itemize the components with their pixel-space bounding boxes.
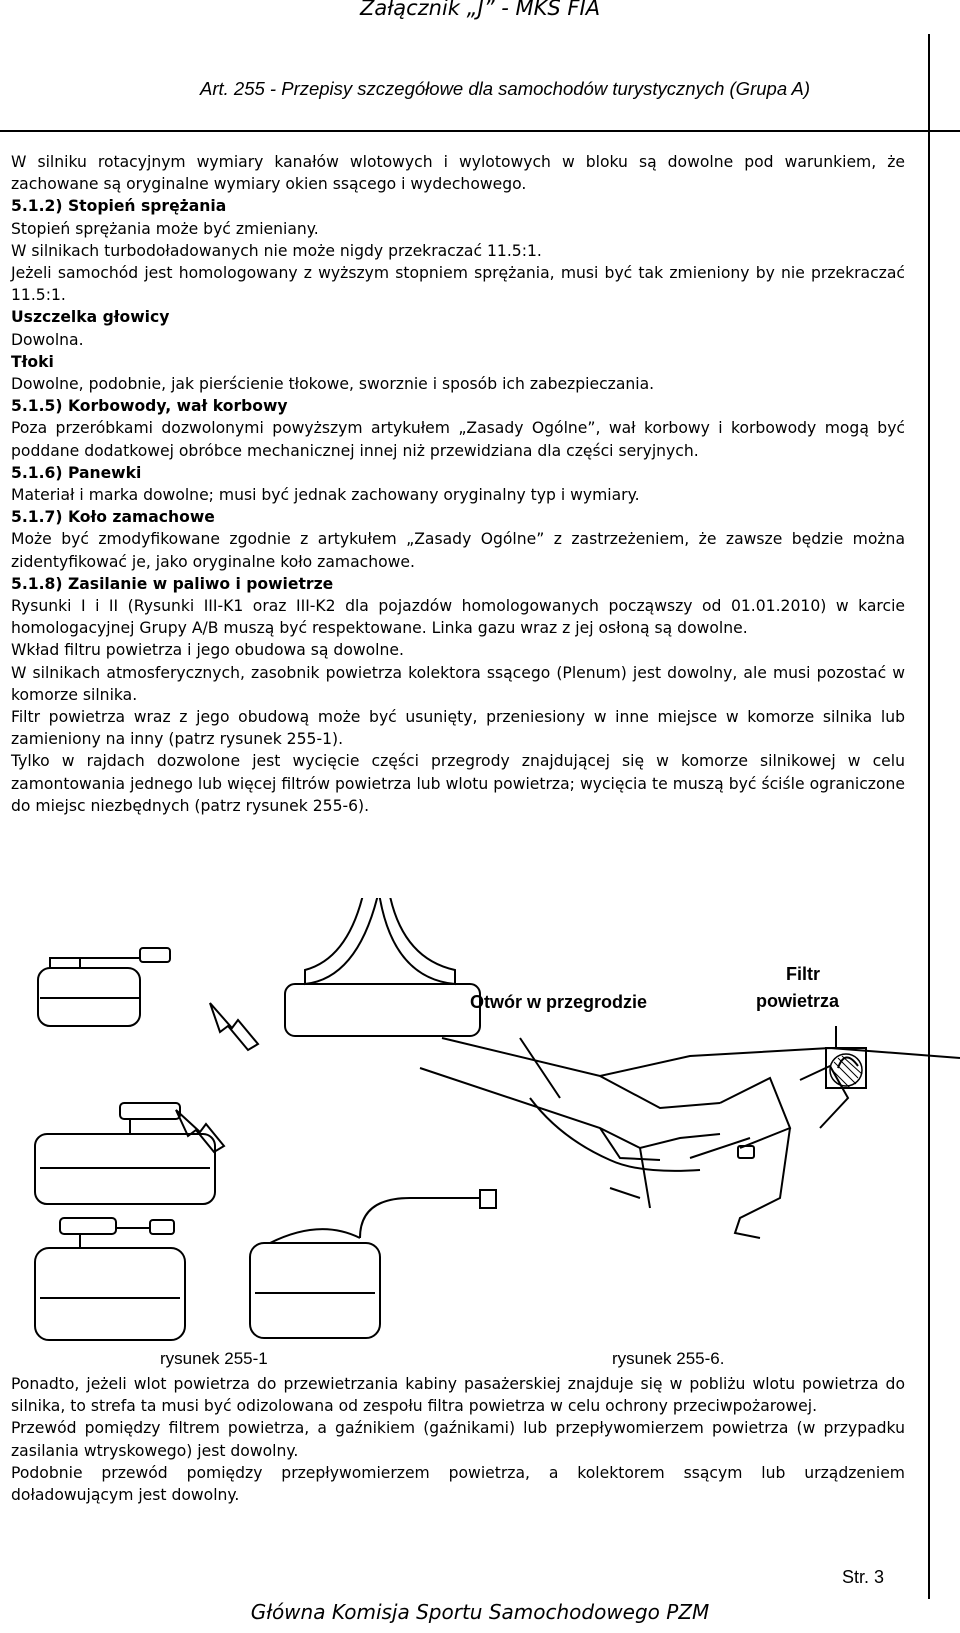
paragraph: Jeżeli samochód jest homologowany z wyższym stopniem sprężania, musi być tak zmieniony by nie przekraczać 11.5:1. [11, 264, 905, 305]
paragraph: Dowolna. [11, 330, 84, 349]
label-filter-line1: Filtr [786, 964, 820, 984]
paragraph: Tylko w rajdach dozwolone jest wycięcie części przegrody znajdującej się w komorze silnikowej w celu zamontowania jednego lub więcej filtrów powietrza lub wlotu powietrza; wycięcia te muszą być ściśle ograniczone do miejsc niezbędnych (patrz rysunek 255-6). [11, 752, 905, 815]
header-rule [0, 130, 960, 132]
section-heading: 5.1.6) Panewki [11, 463, 142, 482]
air-filter-drawing-3 [35, 1103, 215, 1204]
air-filter-drawing-2 [285, 898, 480, 1036]
paragraph: W silnikach turbodoładowanych nie może nigdy przekraczać 11.5:1. [11, 241, 542, 260]
paragraph: Materiał i marka dowolne; musi być jednak zachowany oryginalny typ i wymiary. [11, 486, 640, 505]
paragraph: Wkład filtru powietrza i jego obudowa są dowolne. [11, 641, 404, 660]
body-text [11, 151, 905, 817]
section-heading: 5.1.7) Koło zamachowe [11, 508, 215, 527]
filter-hatch-drawing [830, 1054, 862, 1088]
air-filter-drawing-5 [250, 1190, 496, 1338]
caption-figure-255-1: rysunek 255-1 [160, 1349, 268, 1368]
section-heading: 5.1.5) Korbowody, wał korbowy [11, 397, 288, 416]
label-filter-line2: powietrza [756, 991, 840, 1011]
annex-title: Załącznik „J” - MKS FIA [359, 0, 601, 20]
paragraph: W silnikach atmosferycznych, zasobnik powietrza kolektora ssącego (Plenum) jest dowolny, ale musi pozostać w komorze silnika. [11, 663, 905, 704]
after-text [11, 1373, 905, 1506]
article-title: Art. 255 - Przepisy szczegółowe dla samochodów turystycznych (Grupa A) [200, 78, 811, 99]
bulkhead-drawing [420, 1038, 960, 1238]
paragraph: Ponadto, jeżeli wlot powietrza do przewietrzania kabiny pasażerskiej znajduje się w pobliżu wlotu powietrza do silnika, to strefa ta musi być odizolowana od zespołu filtra powietrza w celu ochrony przeciwpożarowej. [11, 1375, 905, 1416]
paragraph: Przewód pomiędzy filtrem powietrza, a gaźnikiem (gaźnikami) lub przepływomierzem powietrza (w przypadku zasilania wtryskowego) jest dowolny. [11, 1419, 905, 1460]
caption-figure-255-6: rysunek 255-6. [612, 1349, 725, 1368]
section-heading: 5.1.2) Stopień sprężania [11, 197, 227, 216]
paragraph: Stopień sprężania może być zmieniany. [11, 219, 319, 238]
figures [0, 898, 960, 1348]
page-number: Str. 3 [842, 1567, 885, 1587]
margin-rule [928, 34, 930, 1599]
paragraph: W silniku rotacyjnym wymiary kanałów wlotowych i wylotowych w bloku są dowolne pod warunkiem, że zachowane są oryginalne wymiary okien ssącego i wydechowego. [11, 153, 905, 194]
arrow-drawing-2 [176, 1110, 224, 1152]
paragraph: Może być zmodyfikowane zgodnie z artykułem „Zasady Ogólne” z zastrzeżeniem, że zawsze będzie można zidentyfikować je, jako oryginalne koło zamachowe. [11, 530, 905, 571]
paragraph: Podobnie przewód pomiędzy przepływomierzem powietrza, a kolektorem ssącym lub urządzeniem doładowującym jest dowolny. [11, 1463, 905, 1505]
paragraph: Rysunki I i II (Rysunki III-K1 oraz III-K2 dla pojazdów homologowanych począwszy od 01.01.2010) w karcie homologacyjnej Grupy A/B muszą być respektowane. Linka gazu wraz z jej osłoną są dowolne. [11, 597, 905, 638]
section-heading: Tłoki [11, 352, 54, 371]
section-heading: 5.1.8) Zasilanie w paliwo i powietrze [11, 574, 334, 593]
air-filter-drawing-1 [38, 948, 170, 1026]
label-opening: Otwór w przegrodzie [470, 992, 648, 1012]
callout-line-opening [520, 1038, 560, 1098]
footer-org: Główna Komisja Sportu Samochodowego PZM [250, 1600, 710, 1624]
paragraph: Filtr powietrza wraz z jego obudową może być usunięty, przeniesiony w inne miejsce w komorze silnika lub zamieniony na inny (patrz rysunek 255-1). [11, 708, 905, 749]
arrow-drawing-1 [210, 1003, 258, 1050]
paragraph: Poza przeróbkami dozwolonymi powyższym artykułem „Zasady Ogólne”, wał korbowy i korbowody mogą być poddane dodatkowej obróbce mechanicznej innej niż przewidziana dla części seryjnych. [11, 419, 905, 460]
air-filter-drawing-4 [35, 1218, 185, 1340]
paragraph: Dowolne, podobnie, jak pierścienie tłokowe, sworznie i sposób ich zabezpieczania. [11, 375, 655, 394]
section-heading: Uszczelka głowicy [11, 308, 170, 327]
